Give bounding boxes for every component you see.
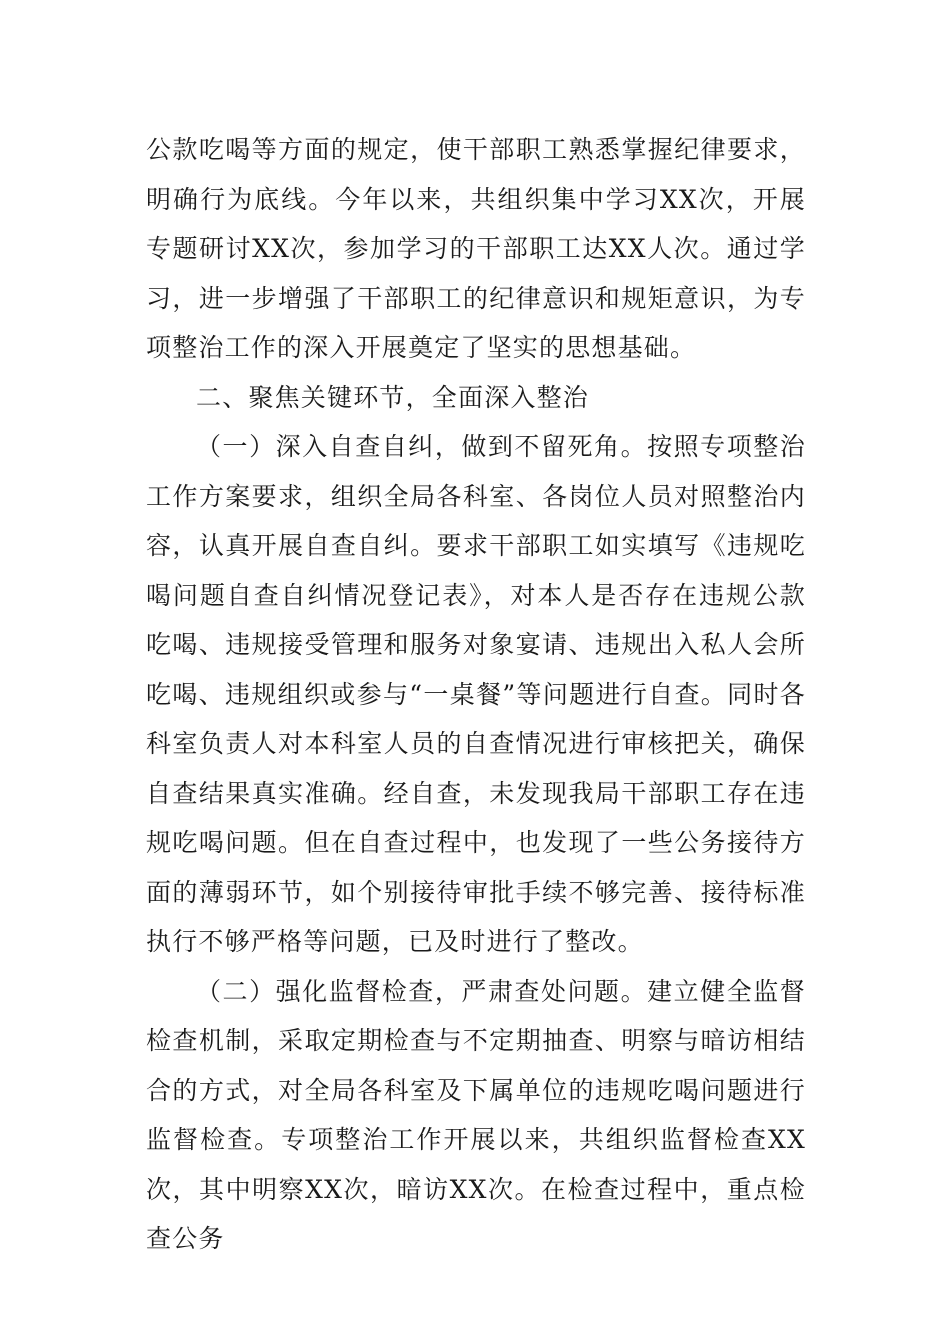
paragraph-supervision: （二）强化监督检查，严肃查处问题。建立健全监督检查机制，采取定期检查与不定期抽查、明察与暗访相结合的方式，对全局各科室及下属单位的违规吃喝问题进行监督检查。专项整治工作开展以来，共组织监督检查XX次，其中明察XX次，暗访XX次。在检查过程中，重点检查公务 (146, 976, 806, 1253)
paragraph-self-inspection: （一）深入自查自纠，做到不留死角。按照专项整治工作方案要求，组织全局各科室、各岗位人员对照整治内容，认真开展自查自纠。要求干部职工如实填写《违规吃喝问题自查自纠情况登记表》，对本人是否存在违规公款吃喝、违规接受管理和服务对象宴请、违规出入私人会所吃喝、违规组织或参与“一桌餐”等问题进行自查。同时各科室负责人对本科室人员的自查情况进行审核把关，确保自查结果真实准确。经自查，未发现我局干部职工存在违规吃喝问题。但在自查过程中，也发现了一些公务接待方面的薄弱环节，如个别接待审批手续不够完善、接待标准执行不够严格等问题，已及时进行了整改。 (146, 432, 806, 956)
section-heading: 二、聚焦关键环节，全面深入整治 (196, 382, 590, 412)
paragraph-continued: 公款吃喝等方面的规定，使干部职工熟悉掌握纪律要求，明确行为底线。今年以来，共组织集中学习XX次，开展专题研讨XX次，参加学习的干部职工达XX人次。通过学习，进一步增强了干部职工的纪律意识和规矩意识，为专项整治工作的深入开展奠定了坚实的思想基础。 (146, 135, 806, 362)
document-body (146, 125, 806, 1264)
